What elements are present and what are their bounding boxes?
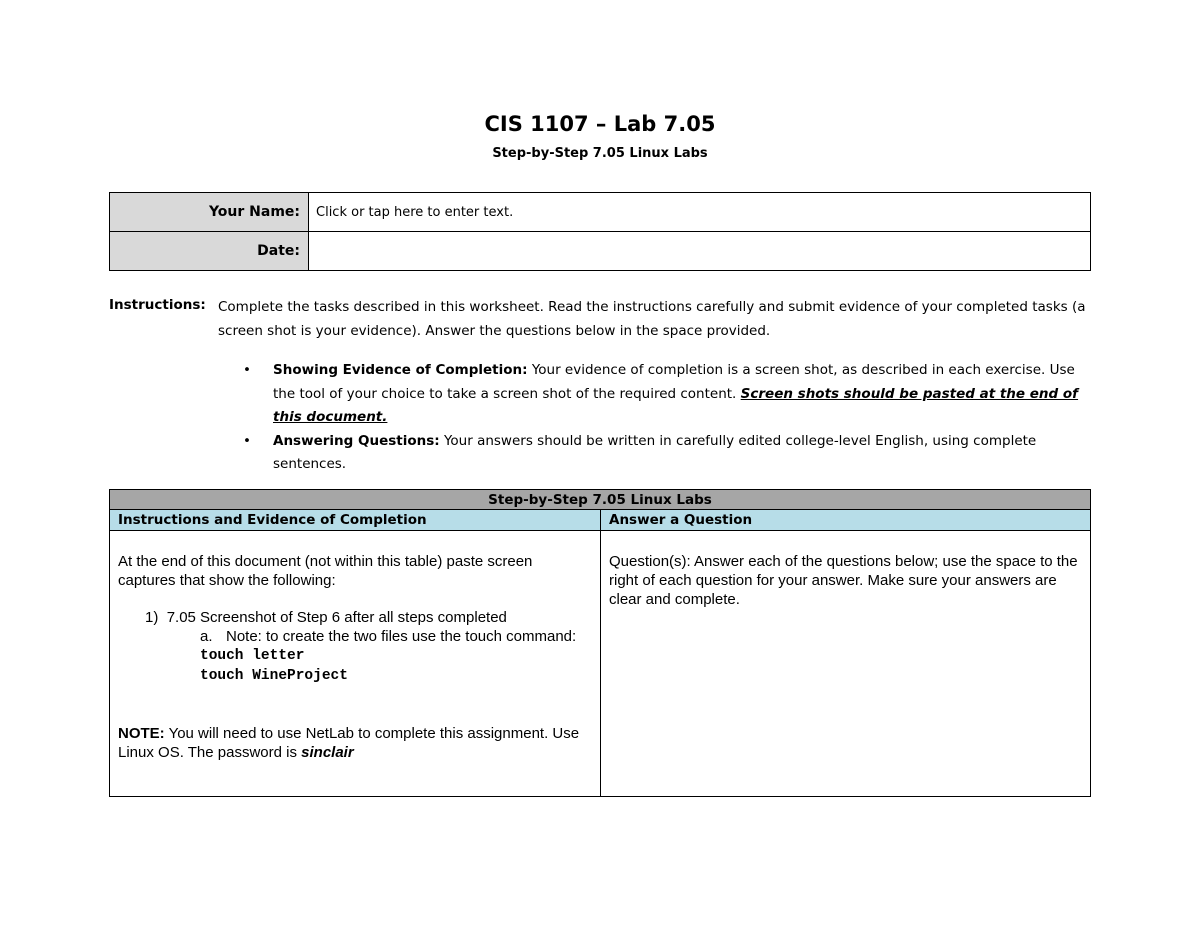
date-input[interactable]: [309, 232, 1091, 271]
instructions-label: Instructions:: [109, 297, 206, 313]
item-number: 1): [145, 609, 159, 626]
code-line: touch WineProject: [200, 668, 348, 684]
name-label: Your Name:: [110, 193, 309, 232]
instructions-text: Complete the tasks described in this worksheet. Read the instructions carefully and submit evidence of your completed tasks (a screen shot is your evidence). Answer the questions below in the space provided.: [218, 299, 1086, 339]
date-label: Date:: [110, 232, 309, 271]
instructions-cell: [110, 531, 601, 797]
student-info-table: [109, 192, 1091, 271]
list-item: [243, 430, 1083, 477]
sub-item: [118, 627, 592, 646]
numbered-item: [118, 608, 592, 627]
lab-table: [109, 489, 1091, 797]
column-header-instructions: Instructions and Evidence of Completion: [110, 510, 601, 531]
name-input[interactable]: Click or tap here to enter text.: [309, 193, 1091, 232]
bullet-heading: Answering Questions:: [273, 432, 440, 449]
password-text: sinclair: [301, 744, 354, 761]
lab-table-title: Step-by-Step 7.05 Linux Labs: [110, 490, 1091, 510]
document-subtitle: Step-by-Step 7.05 Linux Labs: [492, 146, 708, 161]
document-title: CIS 1107 – Lab 7.05: [484, 112, 716, 136]
instructions-bullets: [243, 359, 1083, 477]
bullet-text: Your evidence of completion is a screen shot, as described in each exercise. Use the tool of your choice to take a screen shot of the required content.: [273, 362, 1075, 402]
sub-item-text: Note: to create the two files use the touch command:: [226, 628, 577, 645]
instructions-intro: At the end of this document (not within this table) paste screen captures that show the following:: [118, 553, 533, 589]
bullet-heading: Showing Evidence of Completion:: [273, 362, 528, 378]
bullet-text: Your answers should be written in carefully edited college-level English, using complete sentences.: [273, 432, 1037, 472]
date-row: [110, 232, 1091, 271]
column-header-answer: Answer a Question: [601, 510, 1091, 531]
list-item: [243, 359, 1083, 430]
bullet-emphasis: Screen shots should be pasted at the end of this document.: [273, 385, 1079, 425]
answer-cell[interactable]: [601, 531, 1091, 797]
name-row: [110, 193, 1091, 232]
bullet-icon: •: [243, 432, 251, 449]
note-paragraph: [118, 724, 592, 762]
sub-item-label: a.: [200, 628, 213, 645]
bullet-icon: •: [243, 362, 251, 378]
note-label: NOTE:: [118, 725, 165, 742]
code-line: touch letter: [200, 648, 305, 664]
item-text: 7.05 Screenshot of Step 6 after all steps completed: [166, 609, 507, 626]
note-text: You will need to use NetLab to complete this assignment. Use Linux OS. The password is: [118, 725, 580, 761]
question-text: Question(s): Answer each of the questions below; use the space to the right of each question for your answer. Make sure your answers are clear and complete.: [609, 553, 1078, 608]
